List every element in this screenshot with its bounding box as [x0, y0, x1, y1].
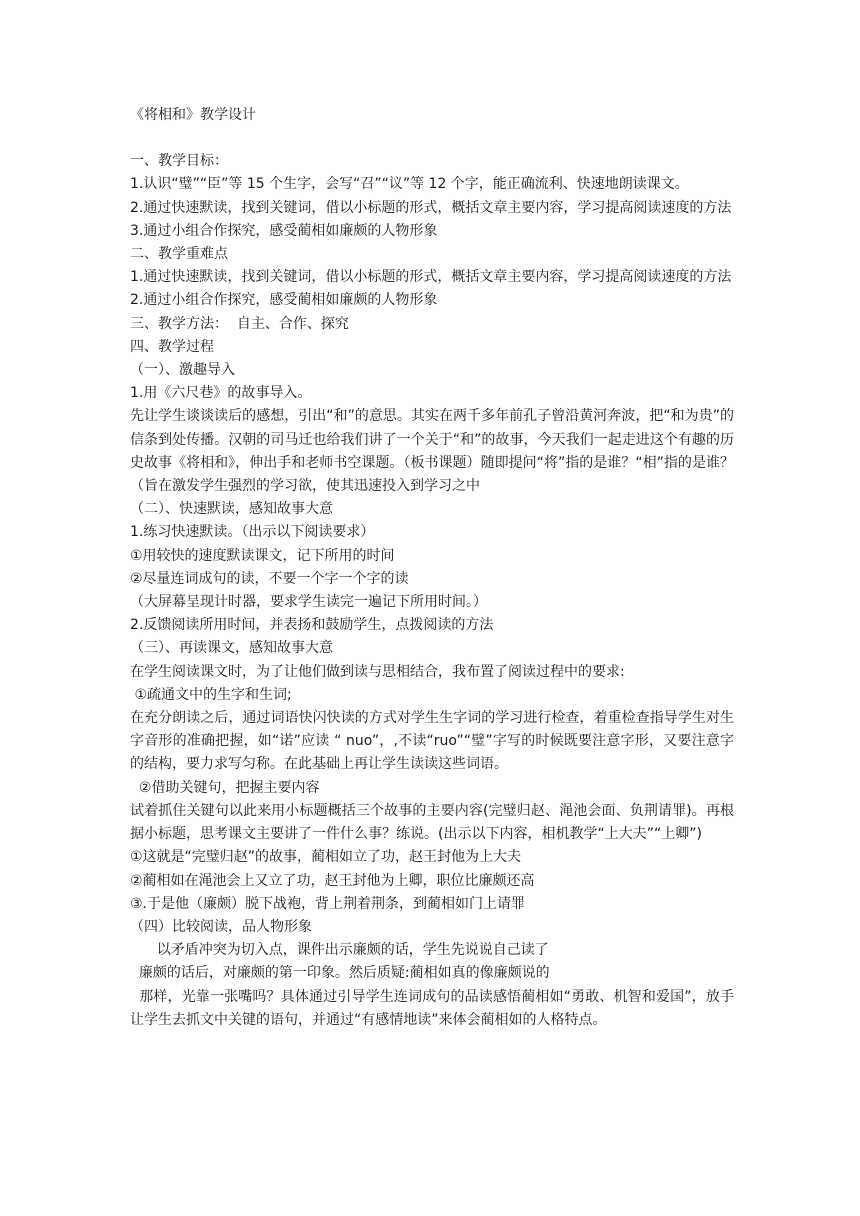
paragraph: 3.通过小组合作探究，感受蔺相如廉颇的人物形象 [130, 222, 438, 239]
section-heading: 四、教学过程 [130, 338, 214, 355]
paragraph: 在充分朗读之后，通过词语快闪快读的方式对学生生字词的学习进行检查，着重检查指导学生对生字音形的准确把握，如“诺”应读 “ nuo”，,不读“ruo”“璧”字写的时候既要注意字形，又要注意字的结构，要力求写匀称。在此基础上再让学生读读这些词语。 [130, 710, 734, 773]
paragraph: 在学生阅读课文时，为了让他们做到读与思相结合，我布置了阅读过程中的要求: [130, 663, 625, 680]
section-heading: 二、教学重难点 [130, 246, 228, 263]
paragraph: 2.反馈阅读所用时间，并表扬和鼓励学生，点拨阅读的方法 [130, 617, 494, 634]
paragraph: 廉颇的话后，对廉颇的第一印象。然后质疑:蔺相如真的像廉颇说的 [130, 965, 550, 982]
list-item: ②尽量连词成句的读，不要一个字一个字的读 [130, 570, 409, 587]
paragraph: 2.通过快速默读，找到关键词，借以小标题的形式，概括文章主要内容，学习提高阅读速度的方法 [130, 199, 732, 216]
paragraph: 那样，光靠一张嘴吗？具体通过引导学生连词成句的品读感悟蔺相如“勇敢、机智和爱国”，放手让学生去抓文中关键的语句，并通过“有感情地读”来体会蔺相如的人格特点。 [130, 988, 734, 1028]
list-item: ③.于是他（廉颇）脱下战袍，背上荆着荆条，到蔺相如门上请罪 [130, 895, 525, 912]
subsection-heading: （四）比较阅读，品人物形象 [130, 918, 312, 935]
list-item: ②蔺相如在渑池会上又立了功，赵王封他为上卿，职位比廉颇还高 [130, 872, 535, 889]
paragraph: 先让学生谈谈读后的感想，引出“和”的意思。其实在两千多年前孔子曾沿黄河奔波，把“和为贵”的信条到处传播。汉朝的司马迁也给我们讲了一个关于“和”的故事，今天我们一起走进这个有趣的历史故事《将相和》，伸出手和老师书空课题。（板书课题）随即提问“将”指的是谁？“相”指的是谁？（旨在激发学生强烈的学习欲，使其迅速投入到学习之中 [130, 408, 734, 495]
paragraph: 1.通过快速默读，找到关键词，借以小标题的形式，概括文章主要内容，学习提高阅读速度的方法 [130, 269, 732, 286]
section-heading: 一、教学目标： [130, 153, 228, 170]
paragraph: 1.练习快速默读。（出示以下阅读要求） [130, 524, 375, 541]
paragraph: （大屏幕呈现计时器，要求学生读完一遍记下所用时间。） [130, 594, 487, 611]
paragraph: 2.通过小组合作探究，感受蔺相如廉颇的人物形象 [130, 292, 438, 309]
list-item: ①疏通文中的生字和生词; [130, 686, 292, 703]
subsection-heading: （三）、再读课文，感知故事大意 [130, 640, 333, 657]
blank-line [130, 127, 734, 150]
document-body [130, 104, 734, 1032]
subsection-heading: （二）、快速默读，感知故事大意 [130, 501, 333, 518]
paragraph: 试着抓住关键句以此来用小标题概括三个故事的主要内容(完璧归赵、渑池会面、负荆请罪)。再根据小标题，思考课文主要讲了一件什么事？练说。(出示以下内容，相机教学“上大夫”“上卿”) [130, 802, 734, 843]
list-item: ①用较快的速度默读课文，记下所用的时间 [130, 547, 395, 564]
section-heading: 三、教学方法： 自主、合作、探究 [130, 315, 349, 332]
list-item: ②借助关键句，把握主要内容 [130, 779, 320, 796]
paragraph: 1.认识“璧”“臣”等 15 个生字，会写“召”“议”等 12 个字，能正确流利、快速地朗读课文。 [130, 176, 689, 193]
document-title: 《将相和》教学设计 [130, 107, 256, 123]
paragraph: 1.用《六尺巷》的故事导入。 [130, 385, 312, 402]
list-item: ①这就是“完璧归赵”的故事，蔺相如立了功，赵王封他为上大夫 [130, 849, 522, 866]
subsection-heading: （一）、激趣导入 [130, 362, 235, 379]
paragraph: 以矛盾冲突为切入点，课件出示廉颇的话，学生先说说自己读了 [130, 942, 549, 959]
